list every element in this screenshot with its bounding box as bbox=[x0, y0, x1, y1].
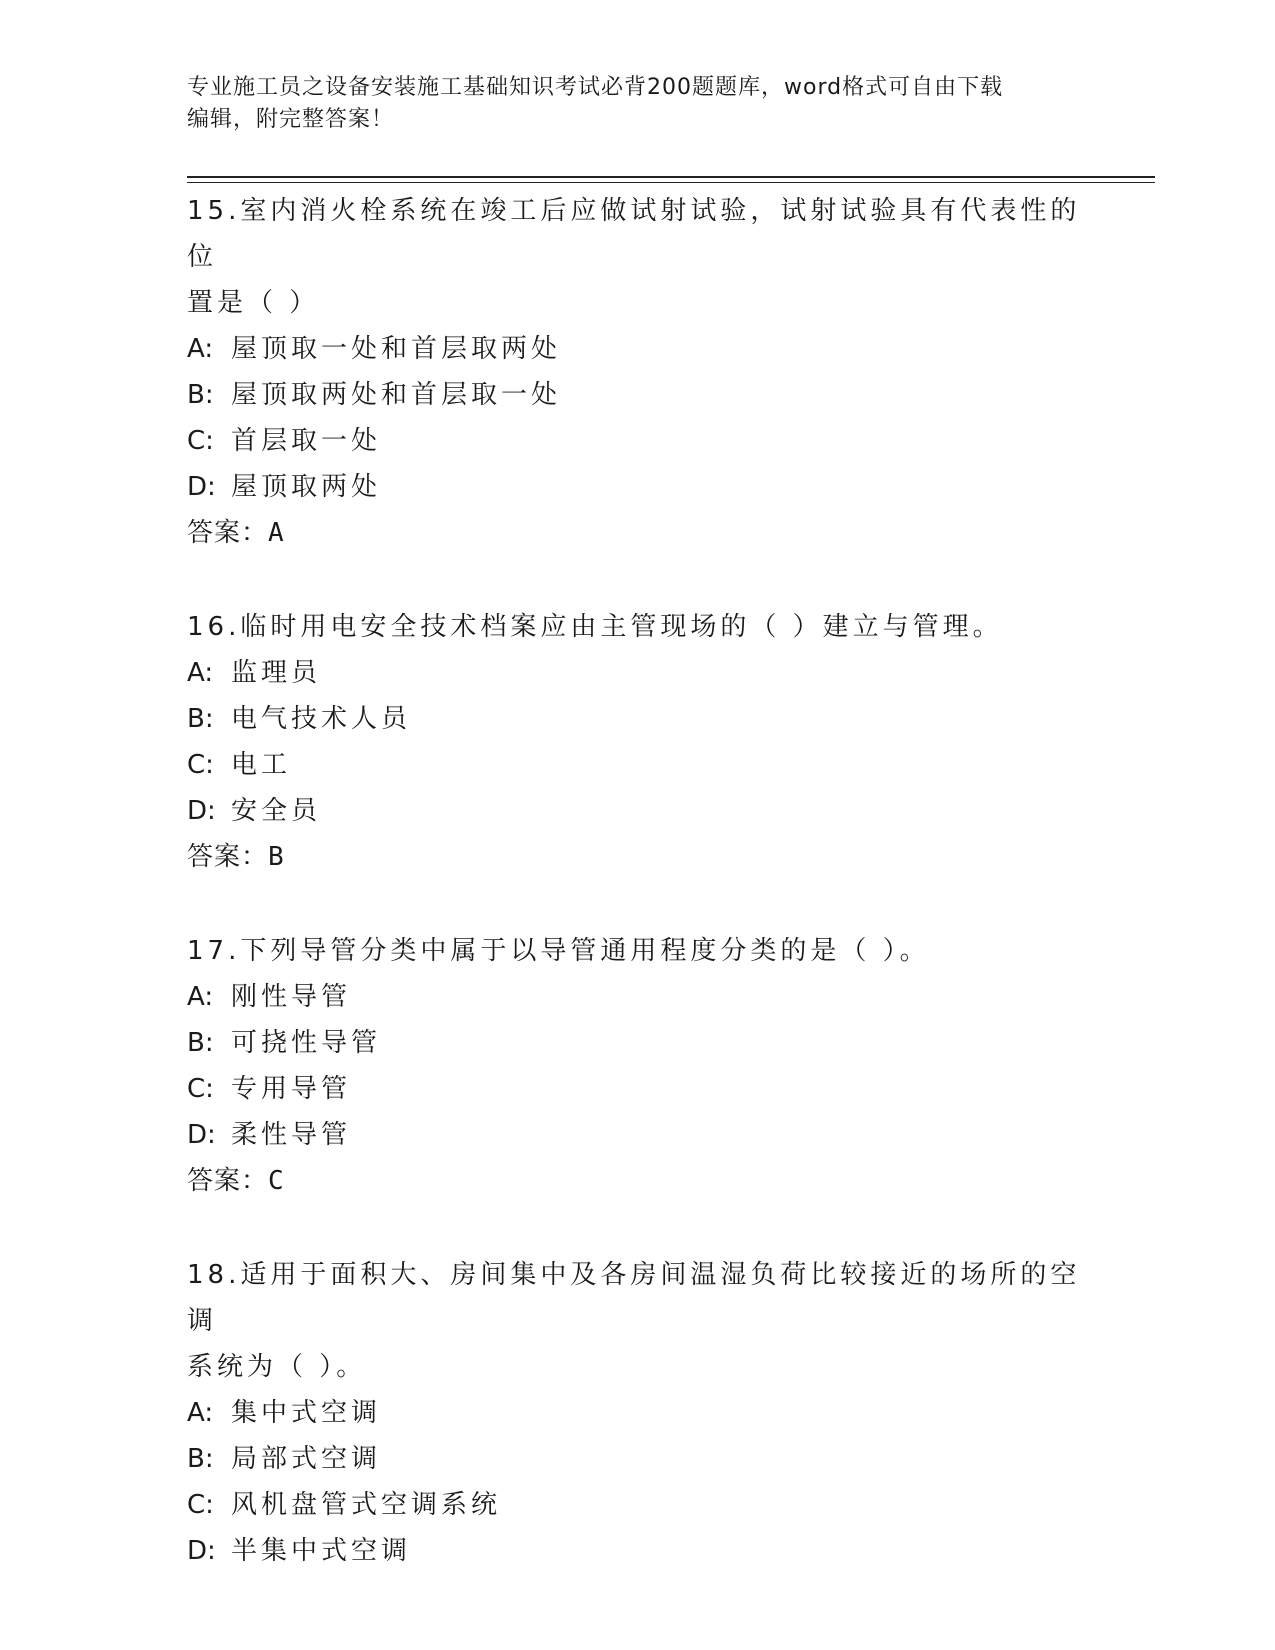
question-text-line-2: 置是（ ） bbox=[187, 288, 320, 318]
answer-key: C bbox=[268, 1166, 285, 1196]
option-letter: A: bbox=[187, 982, 214, 1012]
option-letter: A: bbox=[187, 658, 214, 688]
option-a bbox=[187, 650, 1087, 696]
option-text: 屋顶取一处和首层取两处 bbox=[231, 334, 562, 364]
question-17 bbox=[187, 928, 1087, 1204]
question-15 bbox=[187, 188, 1087, 556]
question-list bbox=[187, 188, 1087, 1622]
option-text: 屋顶取两处和首层取一处 bbox=[231, 380, 562, 410]
question-text-line-2: 系统为（ ）。 bbox=[187, 1352, 367, 1382]
option-text: 柔性导管 bbox=[231, 1120, 352, 1150]
answer-line bbox=[187, 1158, 1087, 1204]
answer-label: 答案： bbox=[187, 842, 269, 872]
answer-label: 答案： bbox=[187, 518, 269, 548]
option-d bbox=[187, 788, 1087, 834]
question-text-line-1: 18.适用于面积大、房间集中及各房间温湿负荷比较接近的场所的空调 bbox=[187, 1260, 1081, 1336]
option-text: 可挠性导管 bbox=[231, 1028, 382, 1058]
question-text-line-1: 15.室内消火栓系统在竣工后应做试射试验，试射试验具有代表性的位 bbox=[187, 196, 1081, 272]
option-letter: B: bbox=[187, 380, 214, 410]
option-c bbox=[187, 742, 1087, 788]
option-letter: C: bbox=[187, 750, 214, 780]
option-text: 首层取一处 bbox=[231, 426, 382, 456]
header-line-1: 专业施工员之设备安装施工基础知识考试必背200题题库，word格式可自由下载 bbox=[187, 75, 1004, 100]
option-letter: C: bbox=[187, 1490, 214, 1520]
option-a bbox=[187, 326, 1087, 372]
option-letter: A: bbox=[187, 334, 214, 364]
document-header bbox=[187, 72, 1087, 136]
question-16 bbox=[187, 604, 1087, 880]
option-letter: C: bbox=[187, 1074, 214, 1104]
option-b bbox=[187, 372, 1087, 418]
option-text: 半集中式空调 bbox=[231, 1536, 412, 1566]
answer-key: A bbox=[268, 518, 285, 548]
option-d bbox=[187, 1528, 1087, 1574]
option-letter: D: bbox=[187, 472, 216, 502]
option-text: 集中式空调 bbox=[231, 1398, 382, 1428]
answer-line bbox=[187, 510, 1087, 556]
option-d bbox=[187, 464, 1087, 510]
answer-line bbox=[187, 834, 1087, 880]
option-a bbox=[187, 1390, 1087, 1436]
header-line-2: 编辑，附完整答案！ bbox=[187, 107, 395, 132]
option-c bbox=[187, 1066, 1087, 1112]
option-b bbox=[187, 1020, 1087, 1066]
question-text-line-1: 16.临时用电安全技术档案应由主管现场的（ ）建立与管理。 bbox=[187, 612, 1003, 642]
option-text: 电气技术人员 bbox=[231, 704, 412, 734]
option-letter: D: bbox=[187, 1536, 216, 1566]
header-divider-thick bbox=[187, 176, 1155, 178]
option-letter: B: bbox=[187, 1444, 214, 1474]
option-letter: B: bbox=[187, 704, 214, 734]
option-d bbox=[187, 1112, 1087, 1158]
option-letter: B: bbox=[187, 1028, 214, 1058]
option-letter: D: bbox=[187, 796, 216, 826]
option-text: 专用导管 bbox=[231, 1074, 352, 1104]
option-letter: A: bbox=[187, 1398, 214, 1428]
question-text-line-1: 17.下列导管分类中属于以导管通用程度分类的是（ ）。 bbox=[187, 936, 930, 966]
answer-label: 答案： bbox=[187, 1166, 269, 1196]
option-text: 刚性导管 bbox=[231, 982, 352, 1012]
option-a bbox=[187, 974, 1087, 1020]
option-b bbox=[187, 1436, 1087, 1482]
option-text: 安全员 bbox=[231, 796, 322, 826]
option-letter: C: bbox=[187, 426, 214, 456]
option-b bbox=[187, 696, 1087, 742]
option-text: 电工 bbox=[231, 750, 292, 780]
option-c bbox=[187, 1482, 1087, 1528]
option-letter: D: bbox=[187, 1120, 216, 1150]
option-c bbox=[187, 418, 1087, 464]
question-18 bbox=[187, 1252, 1087, 1574]
option-text: 监理员 bbox=[231, 658, 322, 688]
option-text: 屋顶取两处 bbox=[231, 472, 382, 502]
option-text: 局部式空调 bbox=[231, 1444, 382, 1474]
answer-key: B bbox=[268, 842, 285, 872]
option-text: 风机盘管式空调系统 bbox=[231, 1490, 502, 1520]
header-divider-thin bbox=[187, 182, 1155, 183]
